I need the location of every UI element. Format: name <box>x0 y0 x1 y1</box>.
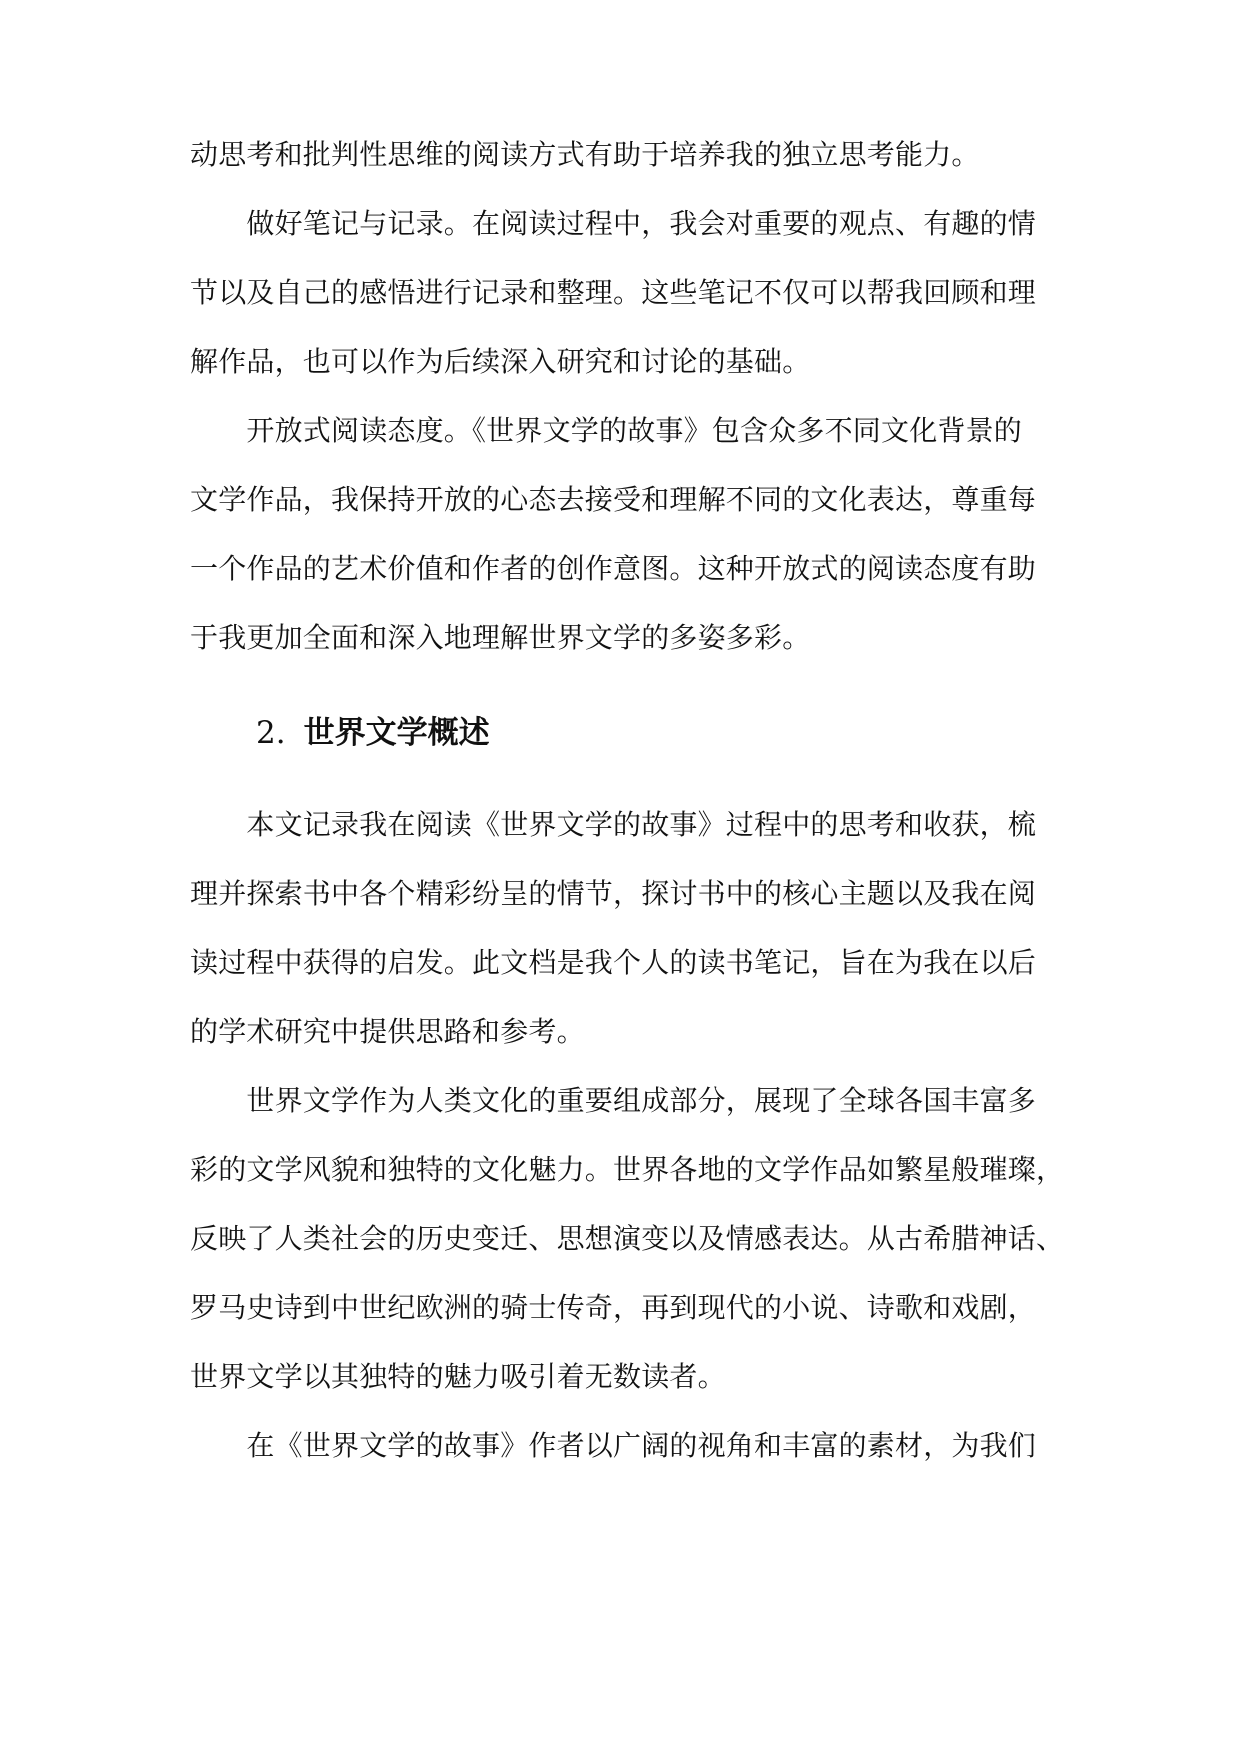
paragraph-line: 解作品，也可以作为后续深入研究和讨论的基础。 <box>190 345 811 378</box>
section-heading <box>256 712 490 754</box>
paragraph-line: 动思考和批判性思维的阅读方式有助于培养我的独立思考能力。 <box>190 138 980 171</box>
paragraph-line: 彩的文学风貌和独特的文化魅力。世界各地的文学作品如繁星般璀璨， <box>190 1153 1065 1186</box>
paragraph-line: 世界文学作为人类文化的重要组成部分，展现了全球各国丰富多 <box>190 1084 1037 1117</box>
paragraph-line: 读过程中获得的启发。此文档是我个人的读书笔记，旨在为我在以后 <box>190 946 1037 979</box>
paragraph-line: 文学作品，我保持开放的心态去接受和理解不同的文化表达，尊重每 <box>190 483 1037 516</box>
paragraph-line: 一个作品的艺术价值和作者的创作意图。这种开放式的阅读态度有助 <box>190 552 1037 585</box>
paragraph-line: 于我更加全面和深入地理解世界文学的多姿多彩。 <box>190 621 811 654</box>
paragraph-line: 罗马史诗到中世纪欧洲的骑士传奇，再到现代的小说、诗歌和戏剧， <box>190 1291 1037 1324</box>
paragraph-line: 开放式阅读态度。《世界文学的故事》包含众多不同文化背景的 <box>190 414 1023 447</box>
paragraph-line: 节以及自己的感悟进行记录和整理。这些笔记不仅可以帮我回顾和理 <box>190 276 1037 309</box>
paragraph-line: 本文记录我在阅读《世界文学的故事》过程中的思考和收获，梳 <box>190 808 1037 841</box>
paragraph-line: 在《世界文学的故事》作者以广阔的视角和丰富的素材，为我们 <box>190 1429 1037 1462</box>
section-title: 世界文学概述 <box>303 715 490 751</box>
paragraph-line: 世界文学以其独特的魅力吸引着无数读者。 <box>190 1360 726 1393</box>
section-number: 2. <box>256 715 286 751</box>
paragraph-line: 做好笔记与记录。在阅读过程中，我会对重要的观点、有趣的情 <box>190 207 1037 240</box>
paragraph-line: 反映了人类社会的历史变迁、思想演变以及情感表达。从古希腊神话、 <box>190 1222 1065 1255</box>
paragraph-line: 的学术研究中提供思路和参考。 <box>190 1015 585 1048</box>
paragraph-line: 理并探索书中各个精彩纷呈的情节，探讨书中的核心主题以及我在阅 <box>190 877 1037 910</box>
